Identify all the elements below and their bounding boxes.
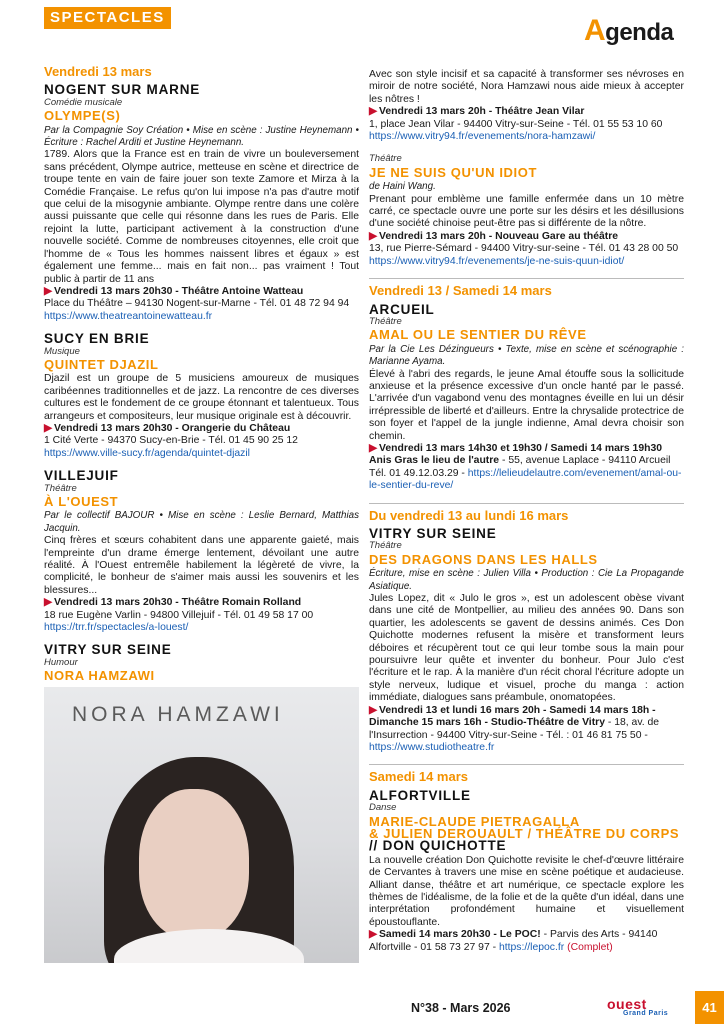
arrow-icon: ▶ bbox=[44, 285, 52, 297]
complet-label: (Complet) bbox=[564, 941, 613, 953]
event-title: NORA HAMZAWI bbox=[44, 668, 155, 684]
date-heading: Vendredi 13 mars bbox=[44, 64, 152, 79]
event-genre: Musique bbox=[44, 345, 80, 357]
date-heading: Vendredi 13 / Samedi 14 mars bbox=[369, 283, 552, 299]
divider bbox=[369, 503, 684, 504]
event-address: 13, rue Pierre-Sémard - 94400 Vitry-sur-seine - Tél. 01 43 28 00 50 bbox=[369, 243, 679, 255]
event-title: OLYMPE(S) bbox=[44, 108, 121, 124]
nora-hamzawi-photo bbox=[44, 687, 359, 963]
event-title: À L'OUEST bbox=[44, 494, 119, 509]
arrow-icon: ▶ bbox=[369, 106, 377, 118]
arrow-icon: ▶ bbox=[369, 442, 377, 454]
event-schedule: ▶ Samedi 14 mars 20h30 - Le POC! - Parvis des Arts - 94140 Alfortville - 01 58 73 27 97 - https://lepoc.fr (Complet) bbox=[369, 929, 658, 953]
event-credits: Écriture, mise en scène : Julien Villa • Production : Cie La Propagande Asiatique. bbox=[369, 568, 684, 592]
arrow-icon: ▶ bbox=[369, 929, 377, 941]
divider bbox=[369, 278, 684, 279]
photo-face bbox=[139, 789, 249, 939]
city-name: VITRY SUR SEINE bbox=[44, 642, 172, 658]
event-nogent bbox=[44, 84, 359, 323]
city-name: NOGENT SUR MARNE bbox=[44, 82, 201, 98]
event-arcueil bbox=[369, 301, 684, 493]
city-name: VILLEJUIF bbox=[44, 468, 119, 484]
left-column bbox=[44, 66, 359, 973]
event-description: Cinq frères et sœurs cohabitent dans une apparente gaieté, mais l'empreinte d'un drame émerge lentement, dévoilant une autre réalité. À l'Ouest entremêle habilement la légèreté de vivre, la complicité, le bonheur de s'aimer mais aussi les souvenirs et les blessures... bbox=[44, 535, 359, 596]
event-link[interactable]: https://www.ville-sucy.fr/agenda/quintet-djazil bbox=[44, 447, 250, 459]
issue-number: N°38 - Mars 2026 bbox=[411, 1001, 511, 1015]
event-vitry-nora bbox=[44, 644, 359, 962]
event-link[interactable]: https://www.studiotheatre.fr bbox=[369, 741, 495, 753]
arrow-icon: ▶ bbox=[44, 422, 52, 434]
event-address: 1 Cité Verte - 94370 Sucy-en-Brie - Tél. 01 45 90 25 12 bbox=[44, 435, 298, 447]
event-title: DES DRAGONS DANS LES HALLS bbox=[369, 551, 598, 567]
magazine-logo: ouest Grand Paris bbox=[607, 996, 669, 1017]
event-sucy bbox=[44, 333, 359, 460]
event-link[interactable]: https://www.theatreantoinewatteau.fr bbox=[44, 310, 213, 322]
event-villejuif bbox=[44, 470, 359, 634]
event-description: Jules Lopez, dit « Julo le gros », est un adolescent obèse vivant dans une cité de Montpellier, au milieu des années 90. Dans son quartier, les adolescents se gavent de dessins animés. Ces Don Quichotte modernes refusent la misère et transforment leurs déboires et récupèrent tout ce qui leur tombe sous la main pour poursuivre leur quête et inventer du bonheur. Pour Julo c'est l'écriture et le rap. À la manière d'un récit choral l'écriture adopte un style nerveux, ludique et visuel, proche du manga : action immédiate, dialogues sans préambule, onomatopées. bbox=[369, 593, 684, 704]
event-description: La nouvelle création Don Quichotte revisite le chef-d'œuvre littéraire de Cervantes à travers une mise en scène poétique et audacieuse. Alliant danse, théâtre et art numérique, ce spectacle explore les thèmes de l'idéalisme, de la folie et de la quête d'un idéal, dans une interprétation profondément humaine et visuellement époustouflante. bbox=[369, 854, 684, 928]
event-schedule: ▶ Vendredi 13 et lundi 16 mars 20h - Samedi 14 mars 18h - Dimanche 15 mars 16h - Studio-Théâtre de Vitry - 18, av. de l'Insurrection - 94400 Vitry-sur-Seine - Tél. : 01 46 81 75 50 - https://www.studiotheatre.fr bbox=[369, 704, 660, 753]
event-schedule: ▶ Vendredi 13 mars 20h - Nouveau Gare au théâtre bbox=[369, 230, 619, 242]
event-address: Place du Théâtre – 94130 Nogent-sur-Marne - Tél. 01 48 72 94 94 bbox=[44, 298, 350, 310]
event-title: AMAL OU LE SENTIER DU RÊVE bbox=[369, 327, 587, 343]
event-credits: Par le collectif BAJOUR • Mise en scène : Leslie Bernard, Matthias Jacquin. bbox=[44, 510, 359, 534]
date-heading: Samedi 14 mars bbox=[369, 769, 469, 785]
city-name: SUCY EN BRIE bbox=[44, 331, 150, 347]
event-genre: Comédie musicale bbox=[44, 96, 123, 108]
event-address: 18 rue Eugène Varlin - 94800 Villejuif - Tél. 01 49 58 17 00 bbox=[44, 609, 314, 621]
event-vitry-dragons bbox=[369, 528, 684, 754]
event-link[interactable]: https://trr.fr/spectacles/a-louest/ bbox=[44, 622, 189, 634]
event-description: Djazil est un groupe de 5 musiciens amoureux de musiques caribéennes traditionnelles et de jazz. La rencontre de ces diverses cultures est le fondement de ce groupe étonnant et talentueux. Tous arrangeurs et compositeurs, leur musique originale est à découvrir. bbox=[44, 373, 359, 422]
city-name: VITRY SUR SEINE bbox=[369, 526, 497, 541]
right-column bbox=[369, 69, 684, 964]
event-schedule: ▶ Vendredi 13 mars 20h - Théâtre Jean Vilar bbox=[369, 106, 585, 118]
agenda-logo: Agenda bbox=[584, 14, 674, 47]
event-title: JE NE SUIS QU'UN IDIOT bbox=[369, 164, 537, 180]
event-credits: de Haini Wang. bbox=[369, 181, 436, 193]
event-genre: Théâtre bbox=[369, 315, 402, 327]
photo-caption: NORA HAMZAWI bbox=[72, 702, 284, 726]
event-genre: Humour bbox=[44, 656, 78, 668]
section-banner: SPECTACLES bbox=[44, 7, 171, 29]
event-description: 1789. Alors que la France est en train de vivre un bouleversement sans précédent, Olympe autrice, metteuse en scène et directrice de troupe tente en vain de faire jouer son texte Zamore et Mirza à la Comédie Française. Le refus qu'on lui impose n'a pas d'autre motif que celui de la misogynie ambiante. Olympe rentre dans une colère aussi puissante que celle qui résonne dans les rues de Paris. Elle rejoint la lutte, participant activement à la construction d'une nouvelle société. Comme de nombreuses citoyennes, elle croit que l'homme de « Tous les hommes naissent libres et égaux » est également une femme... mais en fait non... pas vraiment ! Tout public à partir de 11 ans bbox=[44, 149, 359, 285]
event-title-line2: & JULIEN DEROUAULT / THÉÂTRE DU CORPS bbox=[369, 825, 680, 841]
event-link[interactable]: https://www.vitry94.fr/evenements/je-ne-suis-quun-idiot/ bbox=[369, 255, 625, 267]
event-alfortville bbox=[369, 787, 684, 954]
event-credits: Par la Compagnie Soy Création • Mise en scène : Justine Heynemann • Écriture : Rachel Arditi et Justine Heynemann. bbox=[44, 124, 359, 149]
event-link[interactable]: https://lepoc.fr bbox=[498, 941, 565, 953]
arrow-icon: ▶ bbox=[44, 597, 52, 609]
event-title-line3: // DON QUICHOTTE bbox=[369, 838, 507, 854]
event-nora-continued bbox=[369, 69, 684, 143]
event-description: Prenant pour emblème une famille enfermée dans un 10 mètre carré, ce spectacle ouvre une porte sur les désirs et les désillusions d'une société chinoise peut-être pas si différente de la nôtre. bbox=[369, 193, 684, 230]
event-link[interactable]: https://www.vitry94.fr/evenements/nora-hamzawi/ bbox=[369, 131, 596, 143]
divider bbox=[369, 764, 684, 765]
page-number: 41 bbox=[695, 991, 724, 1024]
event-schedule: ▶ Vendredi 13 mars 20h30 - Théâtre Romain Rolland bbox=[44, 597, 302, 609]
event-address: Anis Gras le lieu de l'autre - 55, avenue Laplace - 94110 Arcueil bbox=[369, 455, 671, 467]
event-link[interactable]: https://lelieudelautre.com/evenement/amal-ou-le-sentier-du-reve/ bbox=[369, 467, 682, 492]
event-address: 1, place Jean Vilar - 94400 Vitry-sur-Seine - Tél. 01 55 53 10 60 bbox=[369, 118, 663, 130]
city-name: ARCUEIL bbox=[369, 301, 435, 317]
city-name: ALFORTVILLE bbox=[369, 787, 471, 803]
event-credits: Par la Cie Les Dézingueurs • Texte, mise en scène et scénographie : Marianne Ayama. bbox=[369, 343, 684, 368]
event-genre: Théâtre bbox=[369, 540, 402, 552]
arrow-icon: ▶ bbox=[369, 704, 377, 716]
event-schedule: ▶ Vendredi 13 mars 14h30 et 19h30 / Samedi 14 mars 19h30 bbox=[369, 442, 663, 454]
event-idiot bbox=[369, 153, 684, 268]
event-description: Élevé à l'abri des regards, le jeune Amal étouffe sous la sollicitude anxieuse et la présence excessive d'un oncle hanté par le passé. L'arrivée d'un vagabond venu des montagnes éveille en lui un désir irrépressible de liberté et d'ailleurs. Entre la chrysalide protectrice de son foyer et l'appel de la jungle indienne, Amal devra choisir son chemin. bbox=[369, 368, 684, 442]
event-genre: Danse bbox=[369, 802, 397, 814]
event-title: MARIE-CLAUDE PIETRAGALLA bbox=[369, 813, 580, 829]
arrow-icon: ▶ bbox=[369, 230, 377, 242]
event-contact: Tél. 01 49.12.03.29 - https://lelieudelautre.com/evenement/amal-ou-le-sentier-du-reve/ bbox=[369, 467, 682, 492]
event-genre: Théâtre bbox=[44, 482, 77, 494]
event-schedule: ▶ Vendredi 13 mars 20h30 - Orangerie du Château bbox=[44, 422, 291, 434]
event-description: Avec son style incisif et sa capacité à transformer ses névroses en miroir de notre société, Nora Hamzawi nous aide mieux à accepter les nôtres ! bbox=[369, 69, 684, 105]
date-heading: Du vendredi 13 au lundi 16 mars bbox=[369, 507, 569, 523]
event-title: QUINTET DJAZIL bbox=[44, 356, 159, 372]
event-schedule: ▶ Vendredi 13 mars 20h30 - Théâtre Antoine Watteau bbox=[44, 285, 304, 297]
event-genre: Théâtre bbox=[369, 153, 402, 165]
